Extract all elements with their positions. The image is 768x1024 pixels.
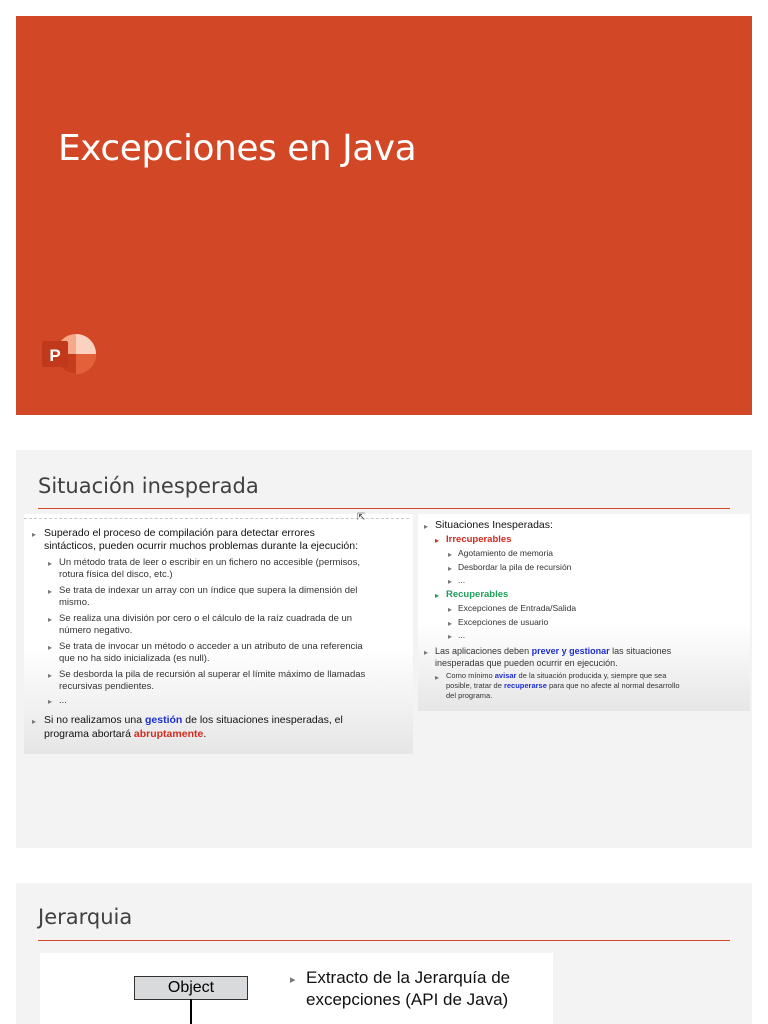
bullet-arrow-icon: ▸ <box>290 974 296 986</box>
hierarchy-caption: Extracto de la Jerarquía de excepciones (API de Java) <box>306 968 511 1009</box>
list-item: Se trata de invocar un método o acceder a un atributo de una referencia <box>59 641 363 652</box>
slide-title: Jerarquia <box>38 905 133 929</box>
list-item: ... <box>458 575 466 585</box>
list-item: Como mínimo avisar de la situación producida y, siempre que sea <box>446 671 667 680</box>
list-item: Irrecuperables <box>446 534 512 545</box>
bullet-arrow-icon: ▸ <box>448 564 453 573</box>
right-content-panel <box>418 514 750 711</box>
bullet-arrow-icon: ▸ <box>448 632 453 641</box>
panel-dashed-border <box>24 518 409 519</box>
slide-title: Situación inesperada <box>38 474 259 498</box>
list-item: rotura física del disco, etc.) <box>59 569 173 580</box>
bullet-arrow-icon: ▸ <box>48 559 53 568</box>
slide-title: Excepciones en Java <box>58 128 417 169</box>
bullet-arrow-icon: ▸ <box>48 643 53 652</box>
bullet-arrow-icon: ▸ <box>448 605 453 614</box>
list-item: Desbordar la pila de recursión <box>458 562 572 572</box>
logo-letter: P <box>49 346 61 365</box>
bullet-arrow-icon: ▸ <box>448 577 453 586</box>
list-item: ... <box>458 630 466 640</box>
bullet-arrow-icon: ▸ <box>424 522 429 531</box>
situacion-slide[interactable] <box>16 450 752 848</box>
bullet-arrow-icon: ▸ <box>48 671 53 680</box>
bullet-arrow-icon: ▸ <box>32 530 37 539</box>
list-item: Las aplicaciones deben prever y gestionar las situaciones <box>435 646 672 656</box>
title-divider <box>38 508 730 509</box>
list-item: Excepciones de Entrada/Salida <box>458 603 577 613</box>
title-slide[interactable] <box>16 16 752 415</box>
list-item: Se trata de indexar un array con un índice que supera la dimensión del <box>59 585 358 596</box>
list-item: inesperadas que pueden ocurrir en ejecución. <box>435 658 618 668</box>
object-class-box: Object <box>134 976 248 1000</box>
bullet-arrow-icon: ▸ <box>48 697 53 706</box>
bullet-arrow-icon: ▸ <box>32 717 37 726</box>
cursor-icon: ⇱ <box>357 512 366 523</box>
list-item: mismo. <box>59 597 90 608</box>
bullet-arrow-icon: ▸ <box>424 648 429 657</box>
title-divider <box>38 940 730 941</box>
list-item: Se desborda la pila de recursión al superar el límite máximo de llamadas <box>59 669 366 680</box>
list-item: recursivas pendientes. <box>59 681 155 692</box>
list-item: sintácticos, pueden ocurrir muchos problemas durante la ejecución: <box>44 540 359 552</box>
bullet-arrow-icon: ▸ <box>48 587 53 596</box>
list-item: Se realiza una división por cero o el cálculo de la raíz cuadrada de un <box>59 613 353 624</box>
bullet-arrow-icon: ▸ <box>435 536 440 545</box>
list-item: ... <box>59 695 67 706</box>
hierarchy-connector <box>190 999 192 1024</box>
bullet-arrow-icon: ▸ <box>448 619 453 628</box>
jerarquia-slide[interactable] <box>16 883 752 1024</box>
list-item: Agotamiento de memoria <box>458 548 553 558</box>
list-item: Un método trata de leer o escribir en un fichero no accesible (permisos, <box>59 557 360 568</box>
bullet-arrow-icon: ▸ <box>435 673 440 682</box>
list-item: Si no realizamos una gestión de los situaciones inesperadas, el <box>44 714 343 726</box>
list-item: que no ha sido inicializada (es null). <box>59 653 210 664</box>
bullet-arrow-icon: ▸ <box>448 550 453 559</box>
list-item: Superado el proceso de compilación para detectar errores <box>44 527 315 539</box>
hierarchy-diagram <box>40 953 553 1024</box>
list-item: número negativo. <box>59 625 133 636</box>
list-item: Excepciones de usuario <box>458 617 549 627</box>
powerpoint-icon <box>42 331 98 377</box>
list-item: programa abortará abruptamente. <box>44 728 207 740</box>
list-item: Recuperables <box>446 589 509 600</box>
list-item: del programa. <box>446 691 493 700</box>
left-content-panel <box>24 514 413 754</box>
bullet-arrow-icon: ▸ <box>48 615 53 624</box>
list-item: posible, tratar de recuperarse para que no afecte al normal desarrollo <box>446 681 680 690</box>
bullet-arrow-icon: ▸ <box>435 591 440 600</box>
list-item: Situaciones Inesperadas: <box>435 519 553 531</box>
